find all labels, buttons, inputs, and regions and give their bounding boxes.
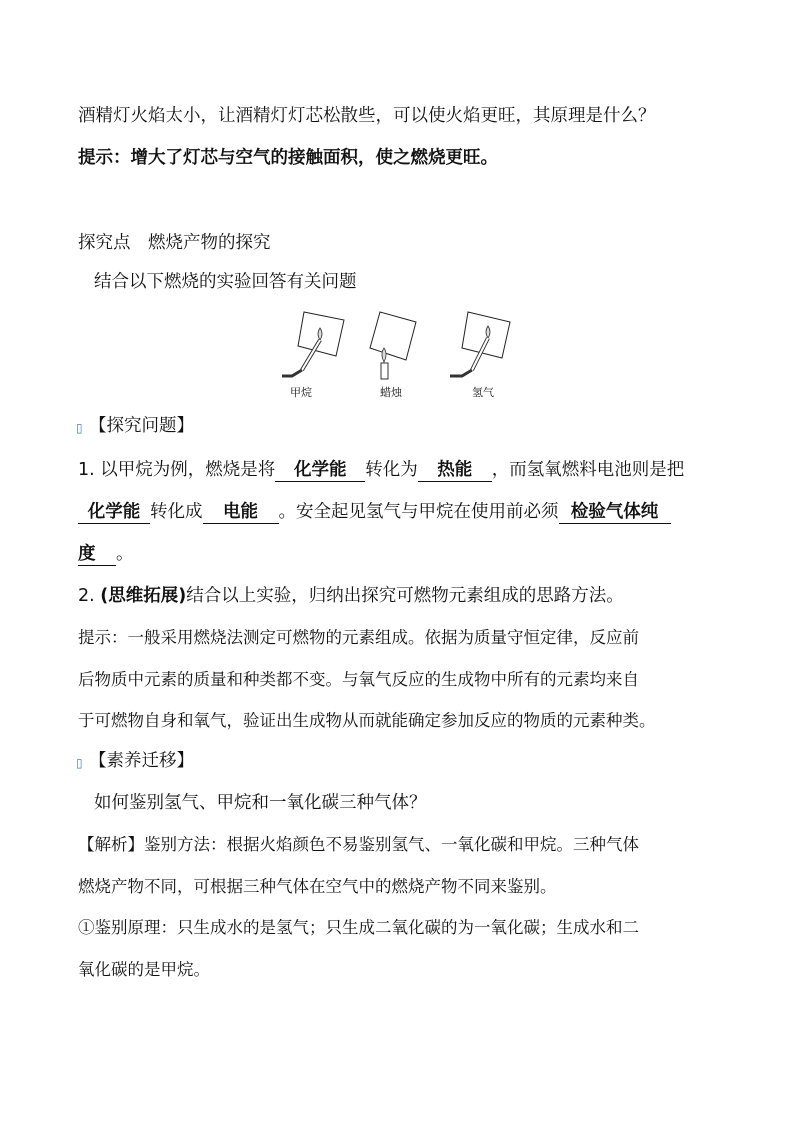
analysis-line-3: ①鉴别原理：只生成水的是氢气；只生成二氧化碳的为一氧化碳；生成水和二 (78, 918, 639, 937)
item2-hint-line-3: 于可燃物自身和氧气，验证出生成物从而就能确定参加反应的物质的元素种类。 (78, 711, 656, 730)
answer-blank-1: 化学能 (275, 459, 365, 482)
figure-label-hydrogen: 氢气 (472, 386, 494, 399)
figure-label-candle: 蜡烛 (380, 386, 402, 399)
inquiry-item1-line2 (78, 500, 671, 524)
item1-text-2: 转化为 (365, 460, 418, 480)
bookmark-icon: ▯ (76, 421, 83, 435)
inquiry-item1-line1 (78, 458, 684, 482)
item2-hint-line-1: 提示：一般采用燃烧法测定可燃物的元素组成。依据为质量守恒定律，反应前 (78, 628, 639, 647)
inquiry-item2 (78, 584, 624, 608)
answer-blank-5-cont: 度 (78, 543, 116, 566)
item1-text-1: 1. 以甲烷为例，燃烧是将 (78, 460, 276, 480)
hint-line (78, 146, 498, 170)
item2-text: 结合以上实验，归纳出探究可燃物元素组成的思路方法。 (186, 586, 624, 606)
item1-text-5: 。安全起见氢气与甲烷在使用前必须 (278, 502, 559, 522)
inquiry-heading-text: 【探究问题】 (89, 416, 194, 436)
item2-number: 2. (78, 586, 101, 606)
analysis-line-4: 氧化碳的是甲烷。 (78, 960, 210, 979)
answer-blank-4: 电能 (203, 501, 279, 524)
analysis-line-1: 【解析】鉴别方法：根据火焰颜色不易鉴别氢气、一氧化碳和甲烷。三种气体 (78, 835, 639, 854)
answer-blank-2: 热能 (418, 459, 492, 482)
item2-tag: (思维拓展) (100, 586, 187, 606)
item2-hint-line-2: 后物质中元素的质量和种类都不变。与氧气反应的生成物中所有的元素均来自 (78, 670, 639, 689)
inquiry-heading (76, 414, 194, 438)
bookmark-icon: ▯ (76, 756, 83, 770)
section-intro: 结合以下燃烧的实验回答有关问题 (94, 272, 357, 292)
answer-blank-3: 化学能 (78, 501, 150, 524)
item1-text-6: 。 (116, 544, 134, 564)
analysis-line-2: 燃烧产物不同，可根据三种气体在空气中的燃烧产物不同来鉴别。 (78, 877, 557, 896)
candle-apparatus-icon (370, 312, 416, 379)
hint-label: 提示： (78, 148, 131, 168)
answer-blank-5: 检验气体纯 (559, 501, 671, 524)
section-title: 探究点 燃烧产物的探究 (78, 233, 271, 253)
item1-text-3: ，而氢氧燃料电池则是把 (491, 460, 685, 480)
hint-text: 增大了灯芯与空气的接触面积，使之燃烧更旺。 (130, 148, 498, 168)
hydrogen-apparatus-icon (450, 312, 510, 376)
transfer-question: 如何鉴别氢气、甲烷和一氧化碳三种气体？ (94, 793, 427, 813)
question-text: 酒精灯火焰太小，让酒精灯灯芯松散些，可以使火焰更旺，其原理是什么？ (78, 106, 656, 126)
transfer-heading-text: 【素养迁移】 (89, 751, 194, 771)
methane-apparatus-icon (282, 312, 344, 376)
transfer-heading (76, 749, 194, 773)
inquiry-item1-line3 (78, 542, 134, 566)
item1-text-4: 转化成 (150, 502, 203, 522)
experiment-figure (282, 306, 514, 402)
figure-label-methane: 甲烷 (290, 386, 312, 399)
